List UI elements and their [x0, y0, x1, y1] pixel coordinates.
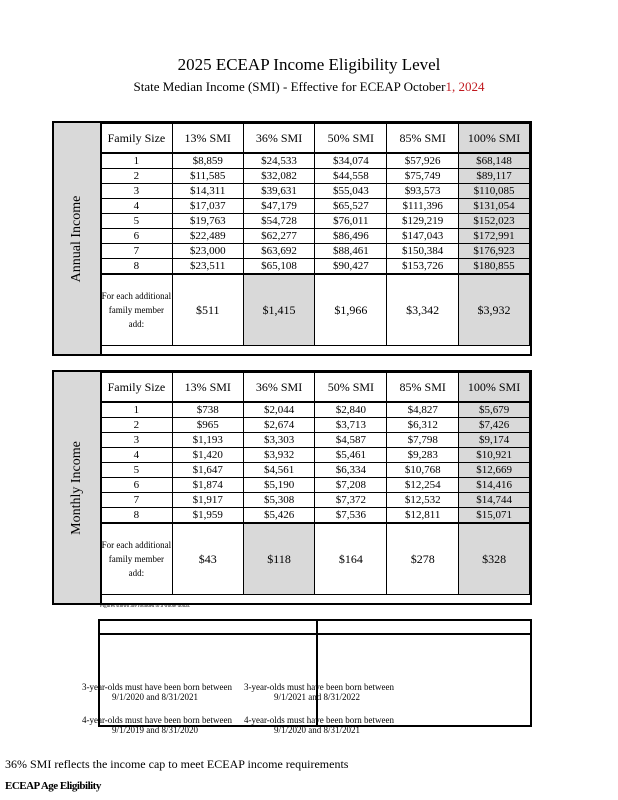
- income-cell: $7,372: [315, 493, 387, 508]
- additional-member-label: For each additional family member add:: [101, 523, 173, 595]
- income-cell: $129,219: [387, 214, 459, 229]
- footer-label: ECEAP Age Eligibility: [5, 780, 101, 792]
- additional-member-row: [101, 523, 530, 595]
- additional-member-value: $1,966: [315, 274, 387, 346]
- income-cell: $7,798: [387, 433, 459, 448]
- four-year-label-right: 4-year-olds must have been born between: [244, 715, 395, 725]
- income-cell: $1,917: [172, 493, 243, 508]
- additional-member-value: $3,342: [387, 274, 459, 346]
- rounding-note: Figures shown are rounded to a whole dollar.: [100, 604, 191, 609]
- income-cell: $6,334: [315, 463, 387, 478]
- table-header-row: [101, 124, 530, 154]
- annual-income-label-cell: [54, 123, 102, 354]
- column-header: 13% SMI: [172, 373, 243, 403]
- income-cell: $10,768: [387, 463, 459, 478]
- income-cell: $111,396: [387, 199, 459, 214]
- income-cell: $19,763: [172, 214, 243, 229]
- page-title: 2025 ECEAP Income Eligibility Level: [177, 55, 441, 74]
- table-row: [101, 508, 530, 524]
- income-cell: $152,023: [459, 214, 530, 229]
- income-cell: $15,071: [459, 508, 530, 524]
- income-cell: $147,043: [387, 229, 459, 244]
- annual-income-table: [52, 121, 532, 356]
- income-cell: $1,647: [172, 463, 243, 478]
- family-size-cell: 7: [101, 244, 173, 259]
- income-cell: $1,193: [172, 433, 243, 448]
- table-row: [101, 184, 530, 199]
- column-header: 50% SMI: [315, 124, 387, 154]
- footnote: 36% SMI reflects the income cap to meet ECEAP income requirements: [5, 757, 349, 771]
- income-cell: $55,043: [315, 184, 387, 199]
- income-cell: $14,311: [172, 184, 243, 199]
- annual-grid: [100, 123, 530, 346]
- column-header: 36% SMI: [243, 373, 315, 403]
- income-cell: $93,573: [387, 184, 459, 199]
- monthly-income-label-cell: [54, 372, 102, 603]
- income-cell: $4,561: [243, 463, 315, 478]
- income-cell: $4,587: [315, 433, 387, 448]
- column-header: 36% SMI: [243, 124, 315, 154]
- income-cell: $176,923: [459, 244, 530, 259]
- income-cell: $2,840: [315, 402, 387, 418]
- column-header: 50% SMI: [315, 373, 387, 403]
- table-row: [101, 463, 530, 478]
- family-size-cell: 8: [101, 259, 173, 275]
- income-cell: $12,811: [387, 508, 459, 524]
- income-cell: $965: [172, 418, 243, 433]
- income-cell: $76,011: [315, 214, 387, 229]
- monthly-income-label: Monthly Income: [69, 440, 84, 535]
- income-cell: $150,384: [387, 244, 459, 259]
- income-cell: $2,674: [243, 418, 315, 433]
- monthly-grid: [100, 372, 530, 595]
- income-cell: $5,461: [315, 448, 387, 463]
- page-subtitle: [0, 79, 618, 95]
- income-cell: $2,044: [243, 402, 315, 418]
- income-cell: $7,536: [315, 508, 387, 524]
- income-cell: $738: [172, 402, 243, 418]
- four-year-label-left: 4-year-olds must have been born between: [82, 715, 233, 725]
- income-cell: $63,692: [243, 244, 315, 259]
- additional-member-value: $1,415: [243, 274, 315, 346]
- column-header: 100% SMI: [459, 124, 530, 154]
- table-row: [101, 169, 530, 184]
- income-cell: $8,859: [172, 153, 243, 169]
- four-year-range-right: 9/1/2020 and 8/31/2021: [274, 725, 360, 735]
- income-cell: $3,303: [243, 433, 315, 448]
- income-cell: $7,208: [315, 478, 387, 493]
- family-size-cell: 3: [101, 433, 173, 448]
- income-cell: $3,932: [243, 448, 315, 463]
- additional-member-value: $43: [172, 523, 243, 595]
- family-size-cell: 7: [101, 493, 173, 508]
- income-cell: $153,726: [387, 259, 459, 275]
- family-size-cell: 2: [101, 169, 173, 184]
- table-row: [101, 478, 530, 493]
- family-size-cell: 1: [101, 402, 173, 418]
- column-header: Family Size: [101, 124, 173, 154]
- birthdate-box: [98, 635, 532, 727]
- column-header: 100% SMI: [459, 373, 530, 403]
- income-cell: $88,461: [315, 244, 387, 259]
- family-size-cell: 2: [101, 418, 173, 433]
- income-cell: $34,074: [315, 153, 387, 169]
- table-header-row: [101, 373, 530, 403]
- additional-member-value: $164: [315, 523, 387, 595]
- income-cell: $22,489: [172, 229, 243, 244]
- income-cell: $32,082: [243, 169, 315, 184]
- four-year-range-left: 9/1/2019 and 8/31/2020: [112, 725, 198, 735]
- table-row: [101, 433, 530, 448]
- family-size-cell: 6: [101, 229, 173, 244]
- income-cell: $75,749: [387, 169, 459, 184]
- income-cell: $5,308: [243, 493, 315, 508]
- table-row: [101, 418, 530, 433]
- income-cell: $7,426: [459, 418, 530, 433]
- table-row: [101, 153, 530, 169]
- income-cell: $12,532: [387, 493, 459, 508]
- table-row: [101, 448, 530, 463]
- three-year-label-right: 3-year-olds must have been born between: [244, 682, 395, 692]
- family-size-cell: 8: [101, 508, 173, 524]
- income-cell: $12,254: [387, 478, 459, 493]
- income-cell: $24,533: [243, 153, 315, 169]
- column-header: 13% SMI: [172, 124, 243, 154]
- table-row: [101, 214, 530, 229]
- three-year-label-left: 3-year-olds must have been born between: [82, 682, 233, 692]
- income-cell: $1,874: [172, 478, 243, 493]
- income-cell: $39,631: [243, 184, 315, 199]
- income-cell: $3,713: [315, 418, 387, 433]
- income-cell: $180,855: [459, 259, 530, 275]
- three-year-range-right: 9/1/2021 and 8/31/2022: [274, 692, 360, 702]
- income-cell: $86,496: [315, 229, 387, 244]
- income-cell: $6,312: [387, 418, 459, 433]
- additional-member-label: For each additional family member add:: [101, 274, 173, 346]
- income-cell: $10,921: [459, 448, 530, 463]
- additional-member-value: $278: [387, 523, 459, 595]
- income-cell: $57,926: [387, 153, 459, 169]
- income-cell: $1,959: [172, 508, 243, 524]
- income-cell: $9,174: [459, 433, 530, 448]
- income-cell: $131,054: [459, 199, 530, 214]
- three-year-range-left: 9/1/2020 and 8/31/2021: [112, 692, 198, 702]
- additional-member-value: $118: [243, 523, 315, 595]
- table-row: [101, 244, 530, 259]
- income-cell: $5,679: [459, 402, 530, 418]
- income-cell: $1,420: [172, 448, 243, 463]
- income-cell: $14,416: [459, 478, 530, 493]
- income-cell: $47,179: [243, 199, 315, 214]
- income-cell: $44,558: [315, 169, 387, 184]
- table-row: [101, 229, 530, 244]
- income-cell: $4,827: [387, 402, 459, 418]
- income-cell: $23,511: [172, 259, 243, 275]
- additional-member-row: [101, 274, 530, 346]
- column-header: 85% SMI: [387, 124, 459, 154]
- family-size-cell: 5: [101, 214, 173, 229]
- family-size-cell: 4: [101, 448, 173, 463]
- family-size-cell: 5: [101, 463, 173, 478]
- income-cell: $65,108: [243, 259, 315, 275]
- column-header: Family Size: [101, 373, 173, 403]
- income-cell: $14,744: [459, 493, 530, 508]
- table-row: [101, 493, 530, 508]
- birthdate-divider: [316, 635, 318, 725]
- income-cell: $110,085: [459, 184, 530, 199]
- income-cell: $5,190: [243, 478, 315, 493]
- income-cell: $172,991: [459, 229, 530, 244]
- income-cell: $11,585: [172, 169, 243, 184]
- additional-member-value: $328: [459, 523, 530, 595]
- family-size-cell: 1: [101, 153, 173, 169]
- income-cell: $68,148: [459, 153, 530, 169]
- birthdate-header-divider: [316, 621, 318, 633]
- monthly-income-table: [52, 370, 532, 605]
- table-row: [101, 402, 530, 418]
- income-cell: $89,117: [459, 169, 530, 184]
- income-cell: $54,728: [243, 214, 315, 229]
- subtitle-date: 1, 2024: [445, 79, 485, 94]
- income-cell: $12,669: [459, 463, 530, 478]
- income-cell: $9,283: [387, 448, 459, 463]
- family-size-cell: 6: [101, 478, 173, 493]
- income-cell: $90,427: [315, 259, 387, 275]
- additional-member-value: $511: [172, 274, 243, 346]
- family-size-cell: 4: [101, 199, 173, 214]
- column-header: 85% SMI: [387, 373, 459, 403]
- income-cell: $65,527: [315, 199, 387, 214]
- family-size-cell: 3: [101, 184, 173, 199]
- income-cell: $23,000: [172, 244, 243, 259]
- table-row: [101, 259, 530, 275]
- income-cell: $17,037: [172, 199, 243, 214]
- income-cell: $5,426: [243, 508, 315, 524]
- additional-member-value: $3,932: [459, 274, 530, 346]
- annual-income-label: Annual Income: [69, 195, 84, 282]
- subtitle-text: State Median Income (SMI) - Effective for ECEAP October: [133, 79, 446, 94]
- table-row: [101, 199, 530, 214]
- income-cell: $62,277: [243, 229, 315, 244]
- birthdate-header-row: [98, 619, 532, 635]
